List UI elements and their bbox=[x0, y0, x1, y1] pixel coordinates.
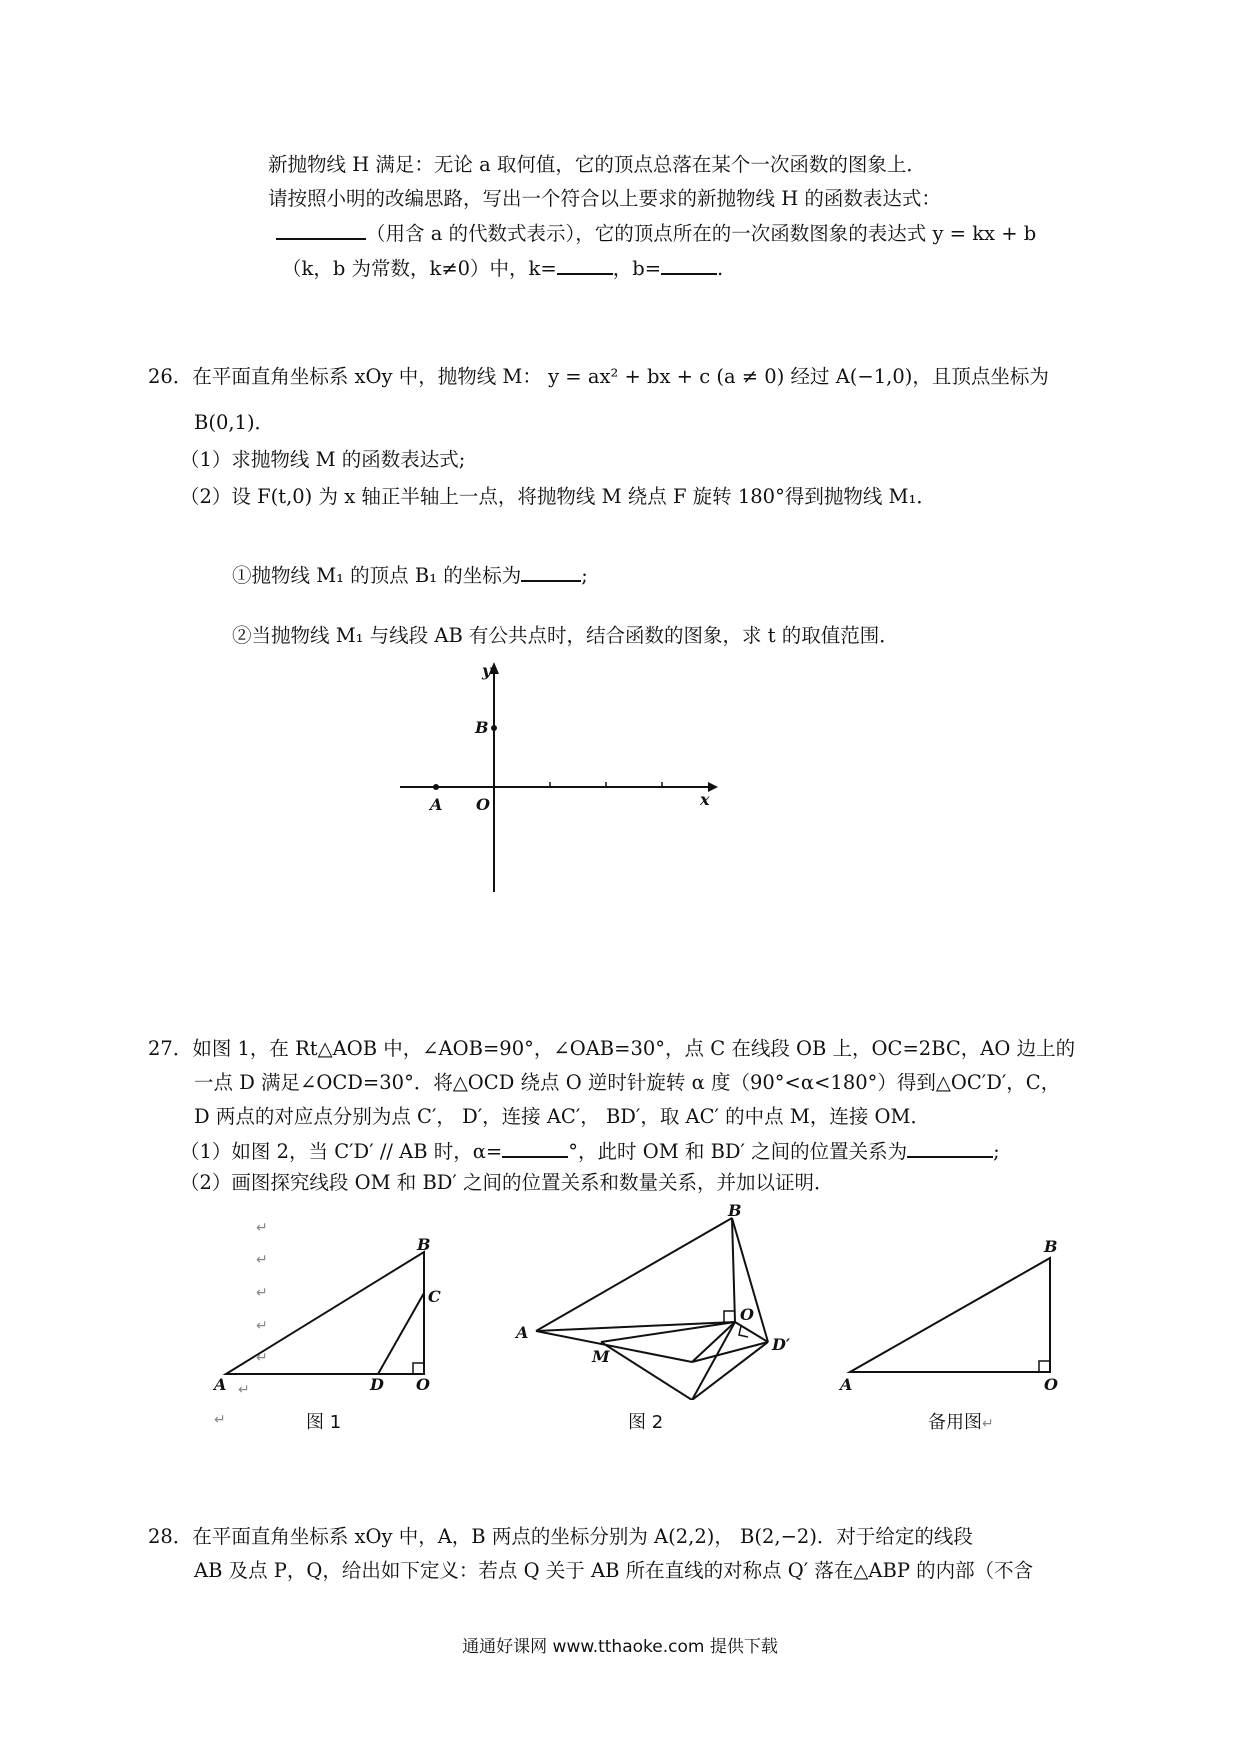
segment-mc bbox=[601, 1342, 692, 1400]
q27-part2: （2）画图探究线段 OM 和 BD′ 之间的位置关系和数量关系，并加以证明． bbox=[180, 1171, 834, 1194]
q26-sub2: ②当抛物线 M₁ 与线段 AB 有公共点时，结合函数的图象，求 t 的取值范围． bbox=[232, 624, 899, 647]
q25-k-label: （k，b 为常数，k≠0）中，k= bbox=[282, 257, 557, 280]
label-b: B bbox=[475, 718, 489, 737]
return-mark: ↵ bbox=[256, 1350, 268, 1366]
q25-b-label: ，b= bbox=[612, 257, 662, 280]
triangle-aob bbox=[226, 1252, 424, 1374]
figure-backup-caption bbox=[928, 1408, 994, 1434]
label-b: B bbox=[728, 1201, 742, 1220]
q25-line3-text: （用含 a 的代数式表示），它的顶点所在的一次函数图象的表达式 y = kx + b bbox=[366, 222, 1037, 245]
figure-backup-caption-text: 备用图 bbox=[928, 1412, 982, 1433]
label-d-prime: D′ bbox=[772, 1335, 791, 1354]
return-mark: ↵ bbox=[256, 1318, 268, 1334]
segment-am bbox=[536, 1331, 692, 1362]
label-m: M bbox=[592, 1347, 610, 1366]
return-mark: ↵ bbox=[238, 1382, 250, 1398]
q27-line2: 一点 D 满足∠OCD=30°．将△OCD 绕点 O 逆时针旋转 α 度（90°<α<180°）得到△OC′D′，C， bbox=[194, 1071, 1061, 1094]
q27-line1: 27．如图 1，在 Rt△AOB 中，∠AOB=90°，∠OAB=30°，点 C 在线段 OB 上，OC=2BC，AO 边上的 bbox=[148, 1037, 1076, 1060]
q27-part1 bbox=[180, 1136, 1000, 1165]
return-mark: ↵ bbox=[256, 1252, 268, 1268]
return-mark: ↵ bbox=[256, 1285, 268, 1301]
segment-ab bbox=[536, 1218, 732, 1331]
figure-1-triangle bbox=[210, 1230, 450, 1390]
return-mark: ↵ bbox=[256, 1220, 268, 1236]
label-a: A bbox=[516, 1323, 529, 1342]
triangle-aob bbox=[850, 1258, 1050, 1372]
q28-line2: AB 及点 P，Q，给出如下定义：若点 Q 关于 AB 所在直线的对称点 Q′ 落在△ABP 的内部（不含 bbox=[194, 1559, 1034, 1582]
right-angle-mark bbox=[724, 1311, 735, 1322]
label-o: O bbox=[476, 795, 490, 814]
right-angle-mark bbox=[1039, 1361, 1050, 1372]
q27-part1-text: （1）如图 2，当 C′D′ // AB 时，α= bbox=[180, 1140, 503, 1163]
q27-line3: D 两点的对应点分别为点 C′， D′，连接 AC′， BD′，取 AC′ 的中点 M，连接 OM． bbox=[194, 1105, 931, 1128]
label-d: D bbox=[370, 1375, 384, 1390]
label-b: B bbox=[1044, 1237, 1058, 1256]
footer-source: 通通好课网 www.tthaoke.com 提供下载 bbox=[462, 1637, 778, 1657]
q25-line3 bbox=[276, 218, 1036, 247]
label-a: A bbox=[840, 1375, 853, 1390]
coordinate-axes-figure bbox=[390, 660, 720, 900]
point-a bbox=[433, 784, 439, 790]
return-mark: ↵ bbox=[982, 1416, 994, 1432]
figure-2-caption: 图 2 bbox=[628, 1412, 664, 1433]
q26-sub1 bbox=[232, 560, 588, 589]
answer-blank-k bbox=[557, 253, 613, 275]
label-b: B bbox=[417, 1235, 431, 1254]
q25-end: . bbox=[717, 257, 724, 280]
q25-line2: 请按照小明的改编思路，写出一个符合以上要求的新抛物线 H 的函数表达式： bbox=[268, 187, 941, 210]
answer-blank-b bbox=[661, 253, 717, 275]
segment-bo bbox=[732, 1218, 735, 1322]
y-axis-label: y bbox=[482, 661, 492, 680]
q26-sub1-end: ; bbox=[581, 564, 588, 587]
label-o: O bbox=[416, 1375, 430, 1390]
q28-line1: 28．在平面直角坐标系 xOy 中，A，B 两点的坐标分别为 A(2,2)， B(2,−2)．对于给定的线段 bbox=[148, 1525, 973, 1548]
answer-blank-b1 bbox=[521, 560, 581, 582]
label-o: O bbox=[1044, 1375, 1058, 1390]
label-a: A bbox=[214, 1375, 227, 1390]
q26-sub1-text: ①抛物线 M₁ 的顶点 B₁ 的坐标为 bbox=[232, 564, 522, 587]
q26-part1: （1）求抛物线 M 的函数表达式; bbox=[180, 448, 466, 471]
right-angle-mark bbox=[413, 1363, 424, 1374]
figure-backup-triangle bbox=[836, 1230, 1076, 1390]
point-b bbox=[491, 725, 497, 731]
x-axis-label: x bbox=[700, 790, 710, 809]
segment-cd bbox=[378, 1293, 424, 1374]
label-c: C bbox=[428, 1287, 441, 1306]
answer-blank-alpha bbox=[502, 1136, 568, 1158]
q27-part1-text2: °，此时 OM 和 BD′ 之间的位置关系为 bbox=[568, 1140, 908, 1163]
q25-line4 bbox=[282, 253, 723, 282]
figure-1-caption: 图 1 bbox=[306, 1412, 342, 1433]
q27-part1-end: ; bbox=[993, 1140, 1000, 1163]
q26-part2: （2）设 F(t,0) 为 x 轴正半轴上一点，将抛物线 M 绕点 F 旋转 180°得到抛物线 M₁． bbox=[180, 485, 936, 508]
label-o: O bbox=[740, 1305, 754, 1324]
return-mark: ↵ bbox=[214, 1412, 226, 1428]
q25-line1: 新抛物线 H 满足：无论 a 取何值，它的顶点总落在某个一次函数的图象上． bbox=[268, 153, 926, 176]
q26-line2: B(0,1)． bbox=[194, 411, 275, 434]
answer-blank-relation bbox=[907, 1136, 993, 1158]
label-a: A bbox=[430, 795, 443, 814]
answer-blank-expression bbox=[276, 218, 366, 240]
figure-2-rotation bbox=[510, 1200, 830, 1400]
q26-line1: 26．在平面直角坐标系 xOy 中，抛物线 M： y = ax² + bx + c (a ≠ 0) 经过 A(−1,0)，且顶点坐标为 bbox=[148, 365, 1049, 388]
